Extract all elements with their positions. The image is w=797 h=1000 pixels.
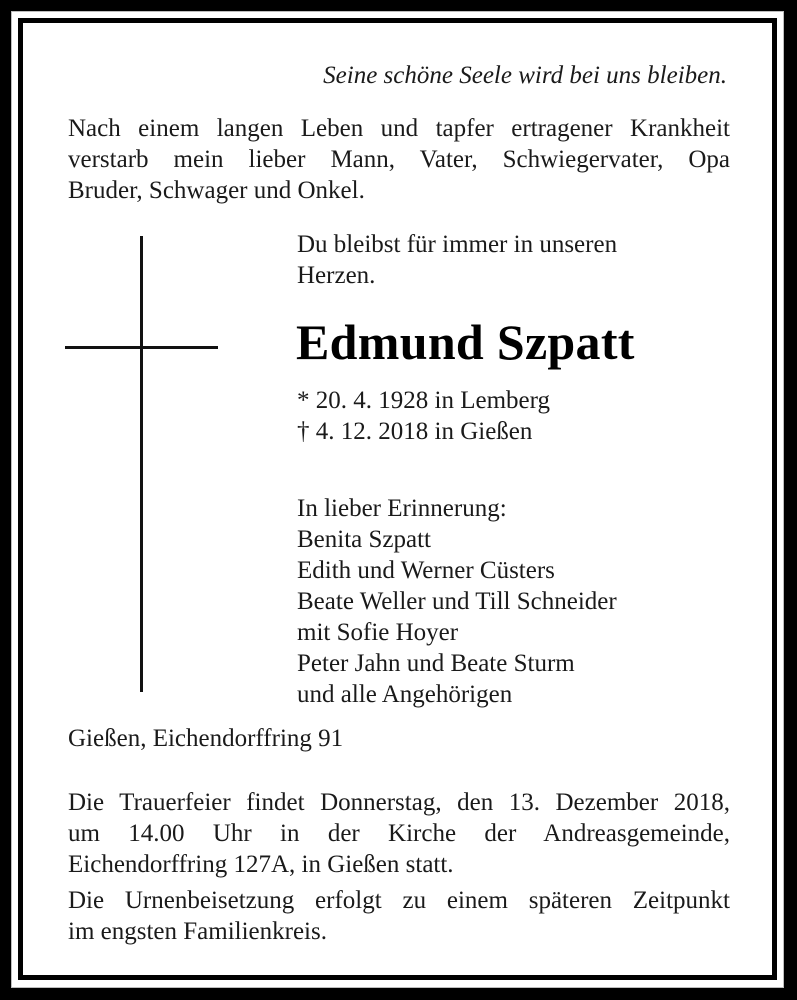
burial-line: Die Urnenbeisetzung erfolgt zu einem späteren Zeitpunkt [68,887,730,914]
address: Gießen, Eichendorffring 91 [68,725,344,752]
mourner: mit Sofie Hoyer [297,619,459,646]
funeral-service-info [68,787,730,880]
quote-line: Du bleibst für immer in unseren [297,231,618,258]
mourner: Beate Weller und Till Schneider [297,588,617,615]
intro-line: Nach einem langen Leben und tapfer ertragener Krankheit [68,115,730,142]
mourners-heading: In lieber Erinnerung: [297,495,507,522]
quote [297,229,617,291]
obituary-notice [23,23,772,975]
deceased-name: Edmund Szpatt [296,314,635,370]
mourner: Edith und Werner Cüsters [297,557,555,584]
life-dates [297,385,550,447]
service-line: um 14.00 Uhr in der Kirche der Andreasgemeinde, [68,820,730,847]
cross-icon-crossbar [65,346,218,349]
burial-info [68,885,730,947]
mourner: und alle Angehörigen [297,681,513,708]
cross-icon [140,236,143,692]
mourner: Benita Szpatt [297,526,431,553]
service-line: Eichendorffring 127A, in Gießen statt. [68,851,454,878]
intro-paragraph [68,113,730,206]
mourner: Peter Jahn und Beate Sturm [297,650,575,677]
quote-line: Herzen. [297,262,376,289]
birth-date: * 20. 4. 1928 in Lemberg [297,387,550,414]
death-date: † 4. 12. 2018 in Gießen [297,418,533,445]
service-line: Die Trauerfeier findet Donnerstag, den 13. Dezember 2018, [68,789,730,816]
motto: Seine schöne Seele wird bei uns bleiben. [323,62,727,89]
intro-line: verstarb mein lieber Mann, Vater, Schwiegervater, Opa [68,146,730,173]
burial-line: im engsten Familienkreis. [68,918,327,945]
intro-line: Bruder, Schwager und Onkel. [68,177,365,204]
mourners-list [297,493,617,710]
